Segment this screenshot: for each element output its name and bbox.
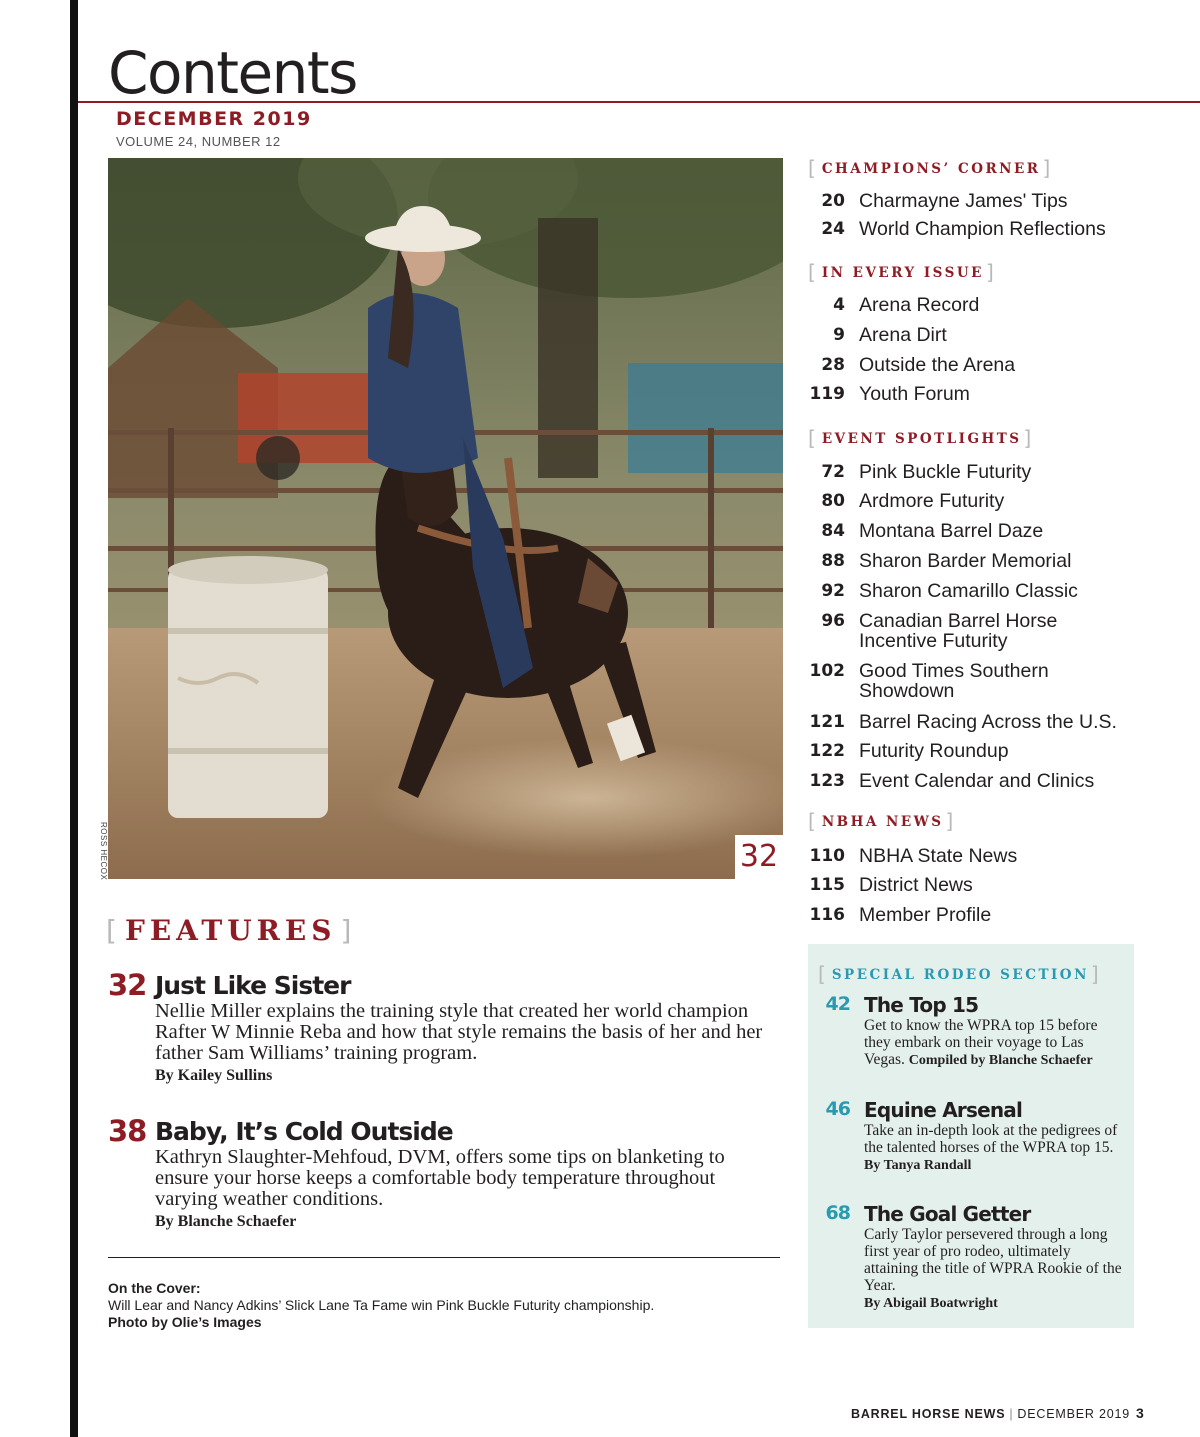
- cover-caption: Will Lear and Nancy Adkins’ Slick Lane Ta Fame win Pink Buckle Futurity championship.: [108, 1297, 655, 1313]
- cover-heading: On the Cover:: [108, 1280, 201, 1296]
- feature-byline: By Kailey Sullins: [155, 1067, 273, 1084]
- section-heading-nbha-news: [ NBHA NEWS ]: [808, 809, 954, 833]
- feature-photo: [108, 158, 783, 879]
- rodeo-description: Take an in-depth look at the pedigrees of the talented horses of the WPRA top 15. By Tanya Randall: [864, 1122, 1118, 1173]
- rodeo-page-number: 46: [825, 1098, 850, 1120]
- page-title: Contents: [108, 39, 357, 107]
- section-heading-event-spotlights: [ EVENT SPOTLIGHTS ]: [808, 426, 1032, 450]
- features-heading: [ FEATURES ]: [106, 914, 352, 947]
- bracket-open-icon: [: [106, 914, 117, 947]
- section-heading-champions-corner: [ CHAMPIONS’ CORNER ]: [808, 156, 1051, 180]
- section-heading-in-every-issue: [ IN EVERY ISSUE ]: [808, 260, 994, 284]
- magazine-name: BARREL HORSE NEWS: [851, 1407, 1006, 1421]
- rodeo-title: The Goal Getter: [864, 1202, 1031, 1226]
- rodeo-item[interactable]: [820, 1202, 1125, 1312]
- page-spine-bar: [70, 0, 78, 1437]
- rodeo-description: Carly Taylor persevered through a long first year of pro rodeo, ultimately attaining the title of WPRA Rookie of the Year. By Abigail Boatwright: [864, 1226, 1122, 1311]
- feature-item[interactable]: [108, 1114, 778, 1244]
- rodeo-item[interactable]: [820, 993, 1125, 1088]
- feature-byline: By Blanche Schaefer: [155, 1213, 297, 1230]
- footer-page-number: 3: [1135, 1405, 1145, 1421]
- rodeo-section-heading: [ SPECIAL RODEO SECTION ]: [818, 962, 1099, 986]
- photo-credit: ROSS HECOX: [99, 822, 108, 881]
- issue-date: DECEMBER 2019: [116, 108, 312, 130]
- footer-date: DECEMBER 2019: [1017, 1407, 1130, 1421]
- rodeo-page-number: 42: [825, 993, 850, 1015]
- feature-title: Just Like Sister: [155, 971, 351, 1000]
- divider: [108, 1257, 780, 1258]
- page-footer: BARREL HORSE NEWS | DECEMBER 2019 3: [851, 1405, 1145, 1421]
- barrel-racing-photo-illustration: [108, 158, 783, 879]
- rodeo-description: Get to know the WPRA top 15 before they embark on their voyage to Las Vegas. Compiled by Blanche Schaefer: [864, 1017, 1098, 1068]
- feature-page-number: 32: [108, 968, 147, 1002]
- cover-note: [108, 1280, 654, 1331]
- issue-volume: VOLUME 24, NUMBER 12: [116, 134, 281, 149]
- feature-description: Kathryn Slaughter-Mehfoud, DVM, offers some tips on blanketing to ensure your horse keeps a comfortable body temperature throughout varying weather conditions.: [155, 1146, 725, 1210]
- bracket-close-icon: ]: [340, 914, 352, 947]
- rodeo-page-number: 68: [825, 1202, 850, 1224]
- feature-page-number: 38: [108, 1114, 147, 1148]
- feature-description: Nellie Miller explains the training style that created her world champion Rafter W Minnie Reba and how that style remains the basis of her and her father Sam Williams’ training program.: [155, 1000, 763, 1064]
- rodeo-title: The Top 15: [864, 993, 979, 1017]
- rodeo-item[interactable]: [820, 1098, 1125, 1193]
- cover-photo-credit: Photo by Olie’s Images: [108, 1314, 262, 1330]
- photo-page-number: 32: [735, 835, 783, 879]
- feature-title: Baby, It’s Cold Outside: [155, 1117, 453, 1146]
- feature-item[interactable]: [108, 968, 778, 1098]
- rodeo-title: Equine Arsenal: [864, 1098, 1023, 1122]
